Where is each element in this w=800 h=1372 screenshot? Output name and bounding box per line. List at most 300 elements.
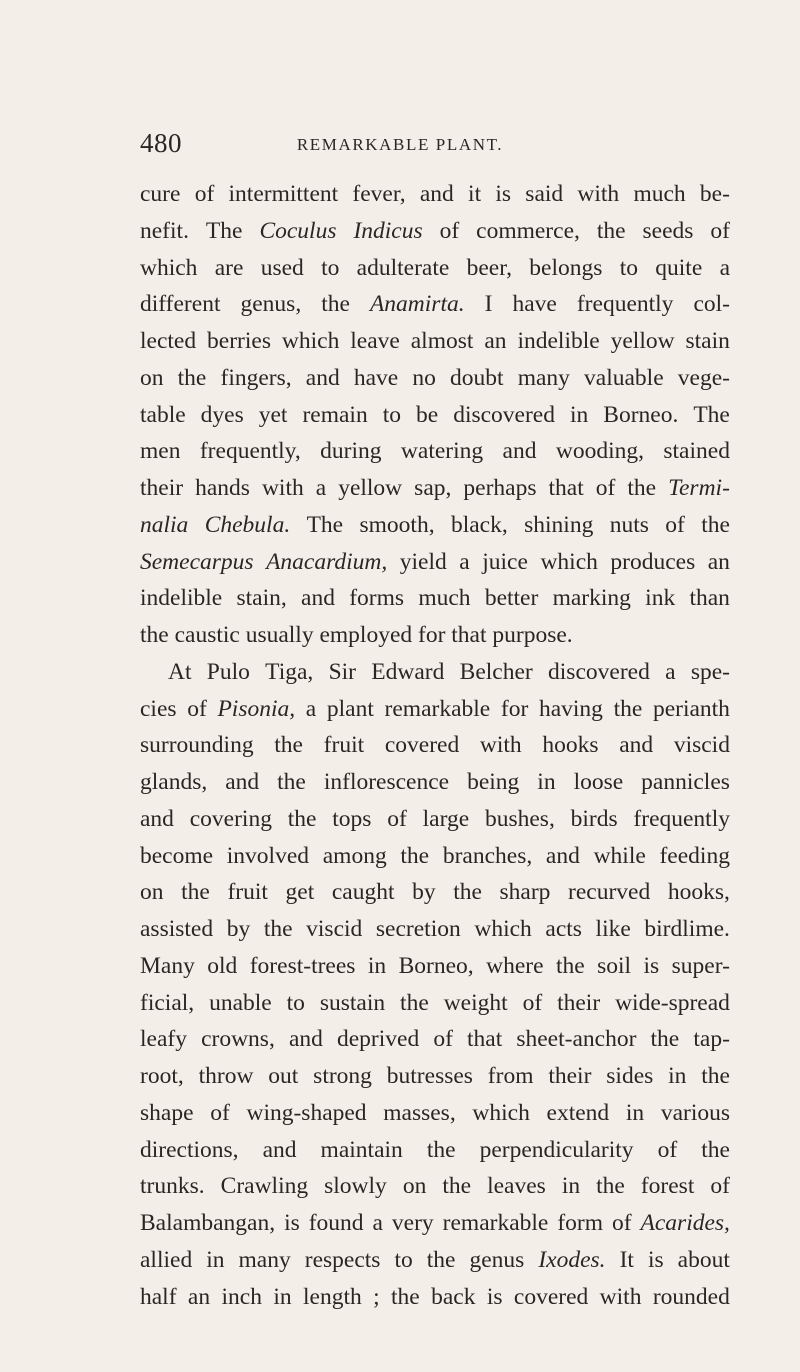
word: almost <box>410 328 474 354</box>
text-line <box>140 250 730 287</box>
word: a <box>459 548 470 575</box>
word: involved <box>226 842 310 869</box>
word: col- <box>693 291 730 318</box>
word: deprived <box>336 1026 420 1053</box>
word: many <box>517 364 570 391</box>
word: the <box>701 1136 730 1163</box>
word: forest-trees <box>249 952 356 979</box>
word: stained <box>663 438 730 465</box>
word: marking <box>552 585 631 612</box>
word: a <box>372 1210 383 1236</box>
word: the <box>701 511 730 538</box>
word: with <box>577 181 620 207</box>
word: being <box>467 769 520 795</box>
word: surrounding <box>140 732 254 759</box>
word: frequently <box>576 291 674 318</box>
word: length <box>302 1283 362 1310</box>
word: found <box>308 1210 364 1236</box>
word: in <box>273 1283 292 1310</box>
text-line <box>140 323 730 360</box>
word: weight <box>443 989 508 1016</box>
word: caught <box>331 879 395 906</box>
word: forms <box>349 585 405 612</box>
word: the <box>177 364 207 391</box>
word: of <box>710 217 730 244</box>
text-line <box>140 433 730 470</box>
word: wide-spread <box>615 989 730 1016</box>
word: throw <box>198 1063 254 1089</box>
word: Belcher <box>459 658 533 685</box>
word: among <box>322 842 387 869</box>
word: a <box>305 695 317 722</box>
text-line <box>140 176 730 213</box>
word: an <box>484 328 507 354</box>
text-line <box>140 838 730 875</box>
word: adulterate <box>356 254 450 281</box>
word: an <box>707 548 730 575</box>
word: different <box>140 291 221 318</box>
word: the <box>596 217 626 244</box>
word: much <box>418 585 471 612</box>
word: secretion <box>375 916 461 942</box>
word: sustain <box>319 989 386 1016</box>
italic-word: Coculus <box>259 217 337 244</box>
word: perianth <box>652 695 730 722</box>
word: on <box>140 879 164 906</box>
word: commerce, <box>476 217 580 244</box>
word: many <box>238 1246 291 1273</box>
word: having <box>538 695 603 722</box>
word: berries <box>207 328 271 354</box>
word: intermittent <box>228 181 339 207</box>
word: used <box>260 254 304 281</box>
word: seeds <box>642 217 694 244</box>
word: Borneo, <box>398 952 474 979</box>
word: during <box>320 438 382 465</box>
word: to <box>286 989 305 1016</box>
word: super- <box>671 952 730 979</box>
word: genus <box>469 1246 525 1273</box>
word: glands, <box>140 769 208 795</box>
word: birdlime. <box>644 916 730 942</box>
word: sap, <box>414 475 452 501</box>
word: in <box>206 1246 225 1273</box>
word: plant <box>326 695 374 722</box>
word: ; <box>373 1283 380 1310</box>
text-line <box>140 1168 730 1205</box>
word: Balambangan, <box>140 1210 276 1236</box>
word: get <box>285 879 315 906</box>
word: Crawling <box>220 1173 309 1200</box>
word: ink <box>645 585 676 612</box>
word: Many <box>140 952 195 979</box>
text-line <box>140 1205 730 1242</box>
word: of <box>187 695 207 722</box>
word: wooding, <box>555 438 644 465</box>
text-line <box>140 691 730 728</box>
word: of <box>657 1136 678 1163</box>
word: soil <box>597 952 632 979</box>
word: genus, <box>240 291 302 318</box>
text-line <box>140 286 730 323</box>
word: remain <box>302 401 368 428</box>
word: fingers, <box>220 364 292 391</box>
word: with <box>479 732 522 759</box>
word: slowly <box>324 1173 387 1200</box>
word: spe- <box>690 658 730 685</box>
word: by <box>226 916 251 942</box>
word: the caustic usually employed for that purpose. <box>140 622 573 648</box>
word: watering <box>400 438 484 465</box>
word: perpendicularity <box>479 1136 634 1163</box>
word: said <box>525 181 564 207</box>
word: where <box>486 952 544 979</box>
word: hooks <box>542 732 599 759</box>
word: branches, <box>442 842 533 869</box>
word: The <box>306 511 344 538</box>
text-line <box>140 801 730 838</box>
word: fruit <box>323 732 365 759</box>
word: I <box>484 291 493 318</box>
word: Tiga, <box>265 658 314 685</box>
word: is <box>647 1246 664 1273</box>
word: in <box>367 952 387 979</box>
word: their <box>548 1063 592 1089</box>
word: of <box>665 511 685 538</box>
word: tops <box>332 805 372 832</box>
word: The <box>205 217 243 244</box>
text-line <box>140 213 730 250</box>
text-line <box>140 1279 730 1316</box>
italic-word: Anacardium, <box>266 548 388 575</box>
word: covered <box>513 1283 589 1310</box>
word: the <box>321 291 350 318</box>
word: sides <box>606 1063 654 1089</box>
word: leave <box>350 328 400 354</box>
word: the <box>627 475 657 501</box>
text-line <box>140 397 730 434</box>
text-line <box>140 1095 730 1132</box>
word: of <box>210 1099 230 1126</box>
word: the <box>701 1063 730 1089</box>
text-line <box>140 470 730 507</box>
word: viscid <box>306 916 363 942</box>
word: of <box>387 805 407 832</box>
word: half <box>140 1283 177 1310</box>
word: the <box>555 952 585 979</box>
word: have <box>353 364 399 391</box>
word: with <box>261 475 304 501</box>
word: of <box>433 1026 453 1053</box>
word: acts <box>545 916 582 942</box>
word: table <box>140 401 186 428</box>
text-line <box>140 1242 730 1279</box>
word: Edward <box>371 658 445 685</box>
word: loose <box>573 769 624 795</box>
word: better <box>484 585 539 612</box>
word: are <box>214 254 244 281</box>
word: crowns, <box>201 1026 275 1053</box>
word: of <box>439 217 460 244</box>
word: which <box>474 916 532 942</box>
word: remarkable <box>384 695 491 722</box>
word: yet <box>258 401 288 428</box>
word: that <box>467 1026 503 1053</box>
word: with <box>599 1283 642 1310</box>
word: the <box>263 916 293 942</box>
word: discovered <box>453 401 555 428</box>
word: quite <box>655 254 703 281</box>
word: of <box>595 475 616 501</box>
word: back <box>431 1283 476 1310</box>
word: the <box>442 1173 472 1200</box>
word: become <box>140 842 214 869</box>
word: smooth, <box>359 511 435 538</box>
word: which <box>540 548 598 575</box>
word: remarkable <box>442 1210 549 1236</box>
word: out <box>268 1063 299 1089</box>
word: nuts <box>609 511 649 538</box>
word: bushes, <box>484 805 555 832</box>
word: frequently, <box>199 438 301 465</box>
word: recurved <box>568 879 651 906</box>
word: to <box>382 401 401 428</box>
word: a <box>315 475 327 501</box>
text-line <box>140 1021 730 1058</box>
word: a <box>719 254 730 281</box>
word: belongs <box>529 254 603 281</box>
word: be <box>416 401 439 428</box>
text-line <box>140 654 730 691</box>
word: yellow <box>610 328 675 354</box>
word: respects <box>304 1246 381 1273</box>
word: root, <box>140 1063 184 1089</box>
word: and <box>545 842 580 869</box>
word: of <box>522 989 543 1016</box>
word: from <box>487 1063 534 1089</box>
word: like <box>595 916 631 942</box>
word: very <box>391 1210 434 1236</box>
word: a <box>665 658 676 685</box>
italic-word: Termi- <box>668 475 730 501</box>
word: inch <box>221 1283 262 1310</box>
text-line <box>140 507 730 544</box>
word: the <box>400 989 429 1016</box>
word: lected <box>140 328 197 354</box>
word: and <box>301 585 335 612</box>
word: than <box>689 585 730 612</box>
word: indelible <box>517 328 600 354</box>
word: unable <box>209 989 272 1016</box>
word: fruit <box>227 879 268 906</box>
word: which <box>281 328 340 354</box>
italic-word: Acarides, <box>640 1210 730 1236</box>
word: the <box>287 805 317 832</box>
word: cies <box>140 695 177 722</box>
word: in <box>537 769 556 795</box>
word: strong <box>313 1063 372 1089</box>
word: much <box>633 181 686 207</box>
text-line <box>140 1132 730 1169</box>
page-number: 480 <box>140 128 182 158</box>
text-line <box>140 948 730 985</box>
italic-word: Indicus <box>353 217 423 244</box>
word: yield <box>399 548 447 575</box>
word: Borneo. <box>603 401 679 428</box>
word: and <box>262 1136 297 1163</box>
word: to <box>619 254 638 281</box>
word: perhaps <box>463 475 537 501</box>
word: rounded <box>652 1283 730 1310</box>
text-line <box>140 911 730 948</box>
word: shining <box>524 511 594 538</box>
word: of <box>611 1210 632 1236</box>
word: hooks, <box>667 879 730 906</box>
word: wing-shaped <box>246 1099 367 1126</box>
word: by <box>412 879 436 906</box>
word: on <box>402 1173 427 1200</box>
text-line <box>140 727 730 764</box>
word: form <box>557 1210 603 1236</box>
text-line <box>140 360 730 397</box>
word: be- <box>699 181 730 207</box>
word: leafy <box>140 1026 187 1053</box>
word: assisted <box>140 916 214 942</box>
text-line <box>140 874 730 911</box>
word: black, <box>450 511 508 538</box>
word: pannicles <box>641 769 730 795</box>
word: which <box>472 1099 530 1126</box>
word: sharp <box>499 879 551 906</box>
word: large <box>422 805 470 832</box>
word: in <box>625 1099 645 1126</box>
word: old <box>207 952 238 979</box>
word: have <box>512 291 557 318</box>
word: covering <box>189 805 272 832</box>
word: about <box>677 1246 730 1273</box>
word: is <box>495 181 512 207</box>
word: valuable <box>584 364 664 391</box>
word: directions, <box>140 1136 239 1163</box>
word: in <box>668 1063 687 1089</box>
word: vege- <box>677 364 730 391</box>
word: and <box>140 805 174 832</box>
word: is <box>643 952 660 979</box>
word: to <box>321 254 340 281</box>
word: allied <box>140 1246 193 1273</box>
word: produces <box>610 548 696 575</box>
word: and <box>288 1026 323 1053</box>
word: in <box>569 401 589 428</box>
word: frequently <box>633 805 730 832</box>
word: the <box>426 1136 456 1163</box>
word: stain <box>685 328 730 354</box>
word: men <box>140 438 181 465</box>
word: shape <box>140 1099 194 1126</box>
word: to <box>394 1246 413 1273</box>
word: yellow <box>338 475 403 501</box>
page-header <box>0 128 800 168</box>
word: the <box>277 769 306 795</box>
word: maintain <box>320 1136 403 1163</box>
word: forest <box>640 1173 695 1200</box>
word: that <box>548 475 584 501</box>
word: an <box>187 1283 211 1310</box>
word: which <box>140 254 198 281</box>
word: masses, <box>383 1099 456 1126</box>
text-line <box>140 580 730 617</box>
word: stain, <box>236 585 287 612</box>
word: the <box>613 695 643 722</box>
word: no <box>412 364 436 391</box>
text-line <box>140 544 730 581</box>
italic-word: Semecarpus <box>140 548 254 575</box>
word: discovered <box>548 658 650 685</box>
word: various <box>660 1099 730 1126</box>
word: cure <box>140 181 181 207</box>
word: fever, <box>352 181 406 207</box>
word: and <box>225 769 260 795</box>
word: their <box>140 475 184 501</box>
word: ficial, <box>140 989 195 1016</box>
word: on <box>140 364 164 391</box>
text-line <box>140 1058 730 1095</box>
word: of <box>710 1173 730 1200</box>
word: the <box>426 1246 456 1273</box>
word: while <box>593 842 646 869</box>
italic-word: Chebula. <box>204 511 291 538</box>
word: viscid <box>673 732 730 759</box>
word: The <box>693 401 730 428</box>
word: inflorescence <box>323 769 450 795</box>
word: and <box>619 732 654 759</box>
word: butresses <box>386 1063 473 1089</box>
word: is <box>486 1283 503 1310</box>
running-title: REMARKABLE PLANT. <box>296 135 504 154</box>
word: covered <box>384 732 460 759</box>
word: juice <box>482 548 528 575</box>
word: the <box>453 879 482 906</box>
word: dyes <box>200 401 244 428</box>
word: hands <box>195 475 250 501</box>
word: birds <box>570 805 618 832</box>
word: and <box>419 181 454 207</box>
italic-word: Pisonia, <box>217 695 296 722</box>
word: At <box>168 658 192 685</box>
body-text <box>140 176 730 1315</box>
word: beer, <box>466 254 512 281</box>
word: the <box>650 1026 680 1053</box>
word: and <box>305 364 340 391</box>
italic-word: Anamirta. <box>369 291 465 318</box>
word: trunks. <box>140 1173 205 1200</box>
text-line <box>140 985 730 1022</box>
italic-word: nalia <box>140 511 189 538</box>
word: of <box>194 181 215 207</box>
word: indelible <box>140 585 223 612</box>
word: tap- <box>693 1026 730 1053</box>
word: for <box>500 695 529 722</box>
word: extend <box>546 1099 610 1126</box>
word: and <box>502 438 537 465</box>
word: Sir <box>328 658 357 685</box>
word: in <box>561 1173 581 1200</box>
word: Pulo <box>206 658 250 685</box>
word: nefit. <box>140 217 189 244</box>
text-line <box>140 764 730 801</box>
text-line <box>140 617 730 654</box>
italic-word: Ixodes. <box>538 1246 606 1273</box>
